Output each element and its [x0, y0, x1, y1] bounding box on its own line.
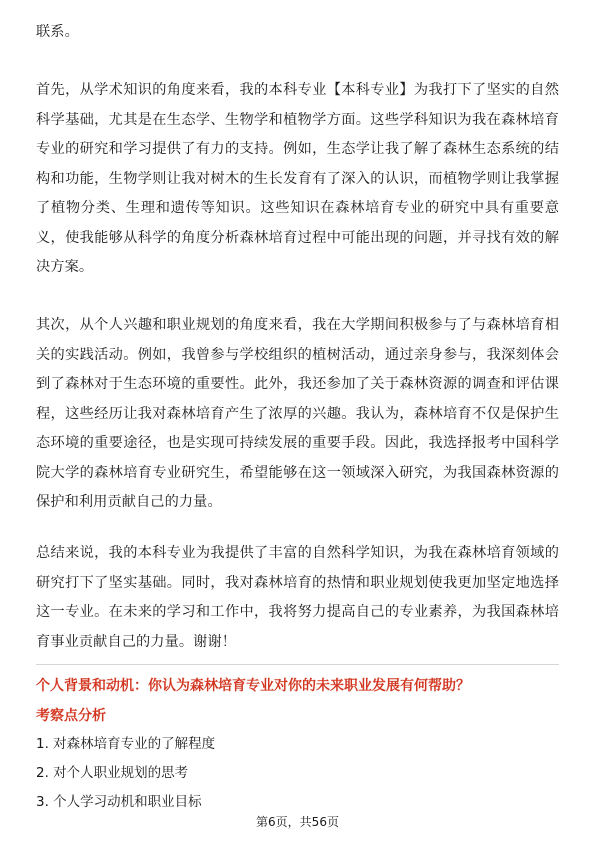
page-number: 第6页，共56页 — [256, 815, 339, 829]
paragraph-continuation: 联系。 — [36, 24, 79, 40]
analysis-point: 3. 个人学习动机和职业目标 — [36, 794, 202, 810]
analysis-point-list — [36, 730, 215, 817]
question-heading: 个人背景和动机：你认为森林培育专业对你的未来职业发展有何帮助？ — [36, 678, 470, 694]
analysis-heading: 考察点分析 — [36, 708, 106, 724]
analysis-point: 2. 对个人职业规划的思考 — [36, 765, 189, 781]
paragraph-academic-knowledge: 首先，从学术知识的角度来看，我的本科专业【本科专业】为我打下了坚实的自然科学基础，尤其是在生态学、生物学和植物学方面。这些学科知识为我在森林培育专业的研究和学习提供了有力的支持。例如，生态学让我了解了森林生态系统的结构和功能，生物学则让我对树木的生长发育有了深入的认识，而植物学则让我掌握了植物分类、生理和遗传等知识。这些知识在森林培育专业的研究中具有重要意义，使我能够从科学的角度分析森林培育过程中可能出现的问题，并寻找有效的解决方案。 — [36, 82, 559, 275]
section-divider — [36, 664, 559, 665]
paragraph-summary: 总结来说，我的本科专业为我提供了丰富的自然科学知识，为我在森林培育领域的研究打下了坚实基础。同时，我对森林培育的热情和职业规划使我更加坚定地选择这一专业。在未来的学习和工作中，我将努力提高自己的专业素养，为我国森林培育事业贡献自己的力量。谢谢！ — [36, 545, 559, 650]
paragraph-interest-career: 其次，从个人兴趣和职业规划的角度来看，我在大学期间积极参与了与森林培育相关的实践活动。例如，我曾参与学校组织的植树活动，通过亲身参与，我深刻体会到了森林对于生态环境的重要性。此外，我还参加了关于森林资源的调查和评估课程，这些经历让我对森林培育产生了浓厚的兴趣。我认为，森林培育不仅是保护生态环境的重要途径，也是实现可持续发展的重要手段。因此，我选择报考中国科学院大学的森林培育专业研究生，希望能够在这一领域深入研究，为我国森林资源的保护和利用贡献自己的力量。 — [36, 317, 559, 510]
analysis-point: 1. 对森林培育专业的了解程度 — [36, 736, 216, 752]
